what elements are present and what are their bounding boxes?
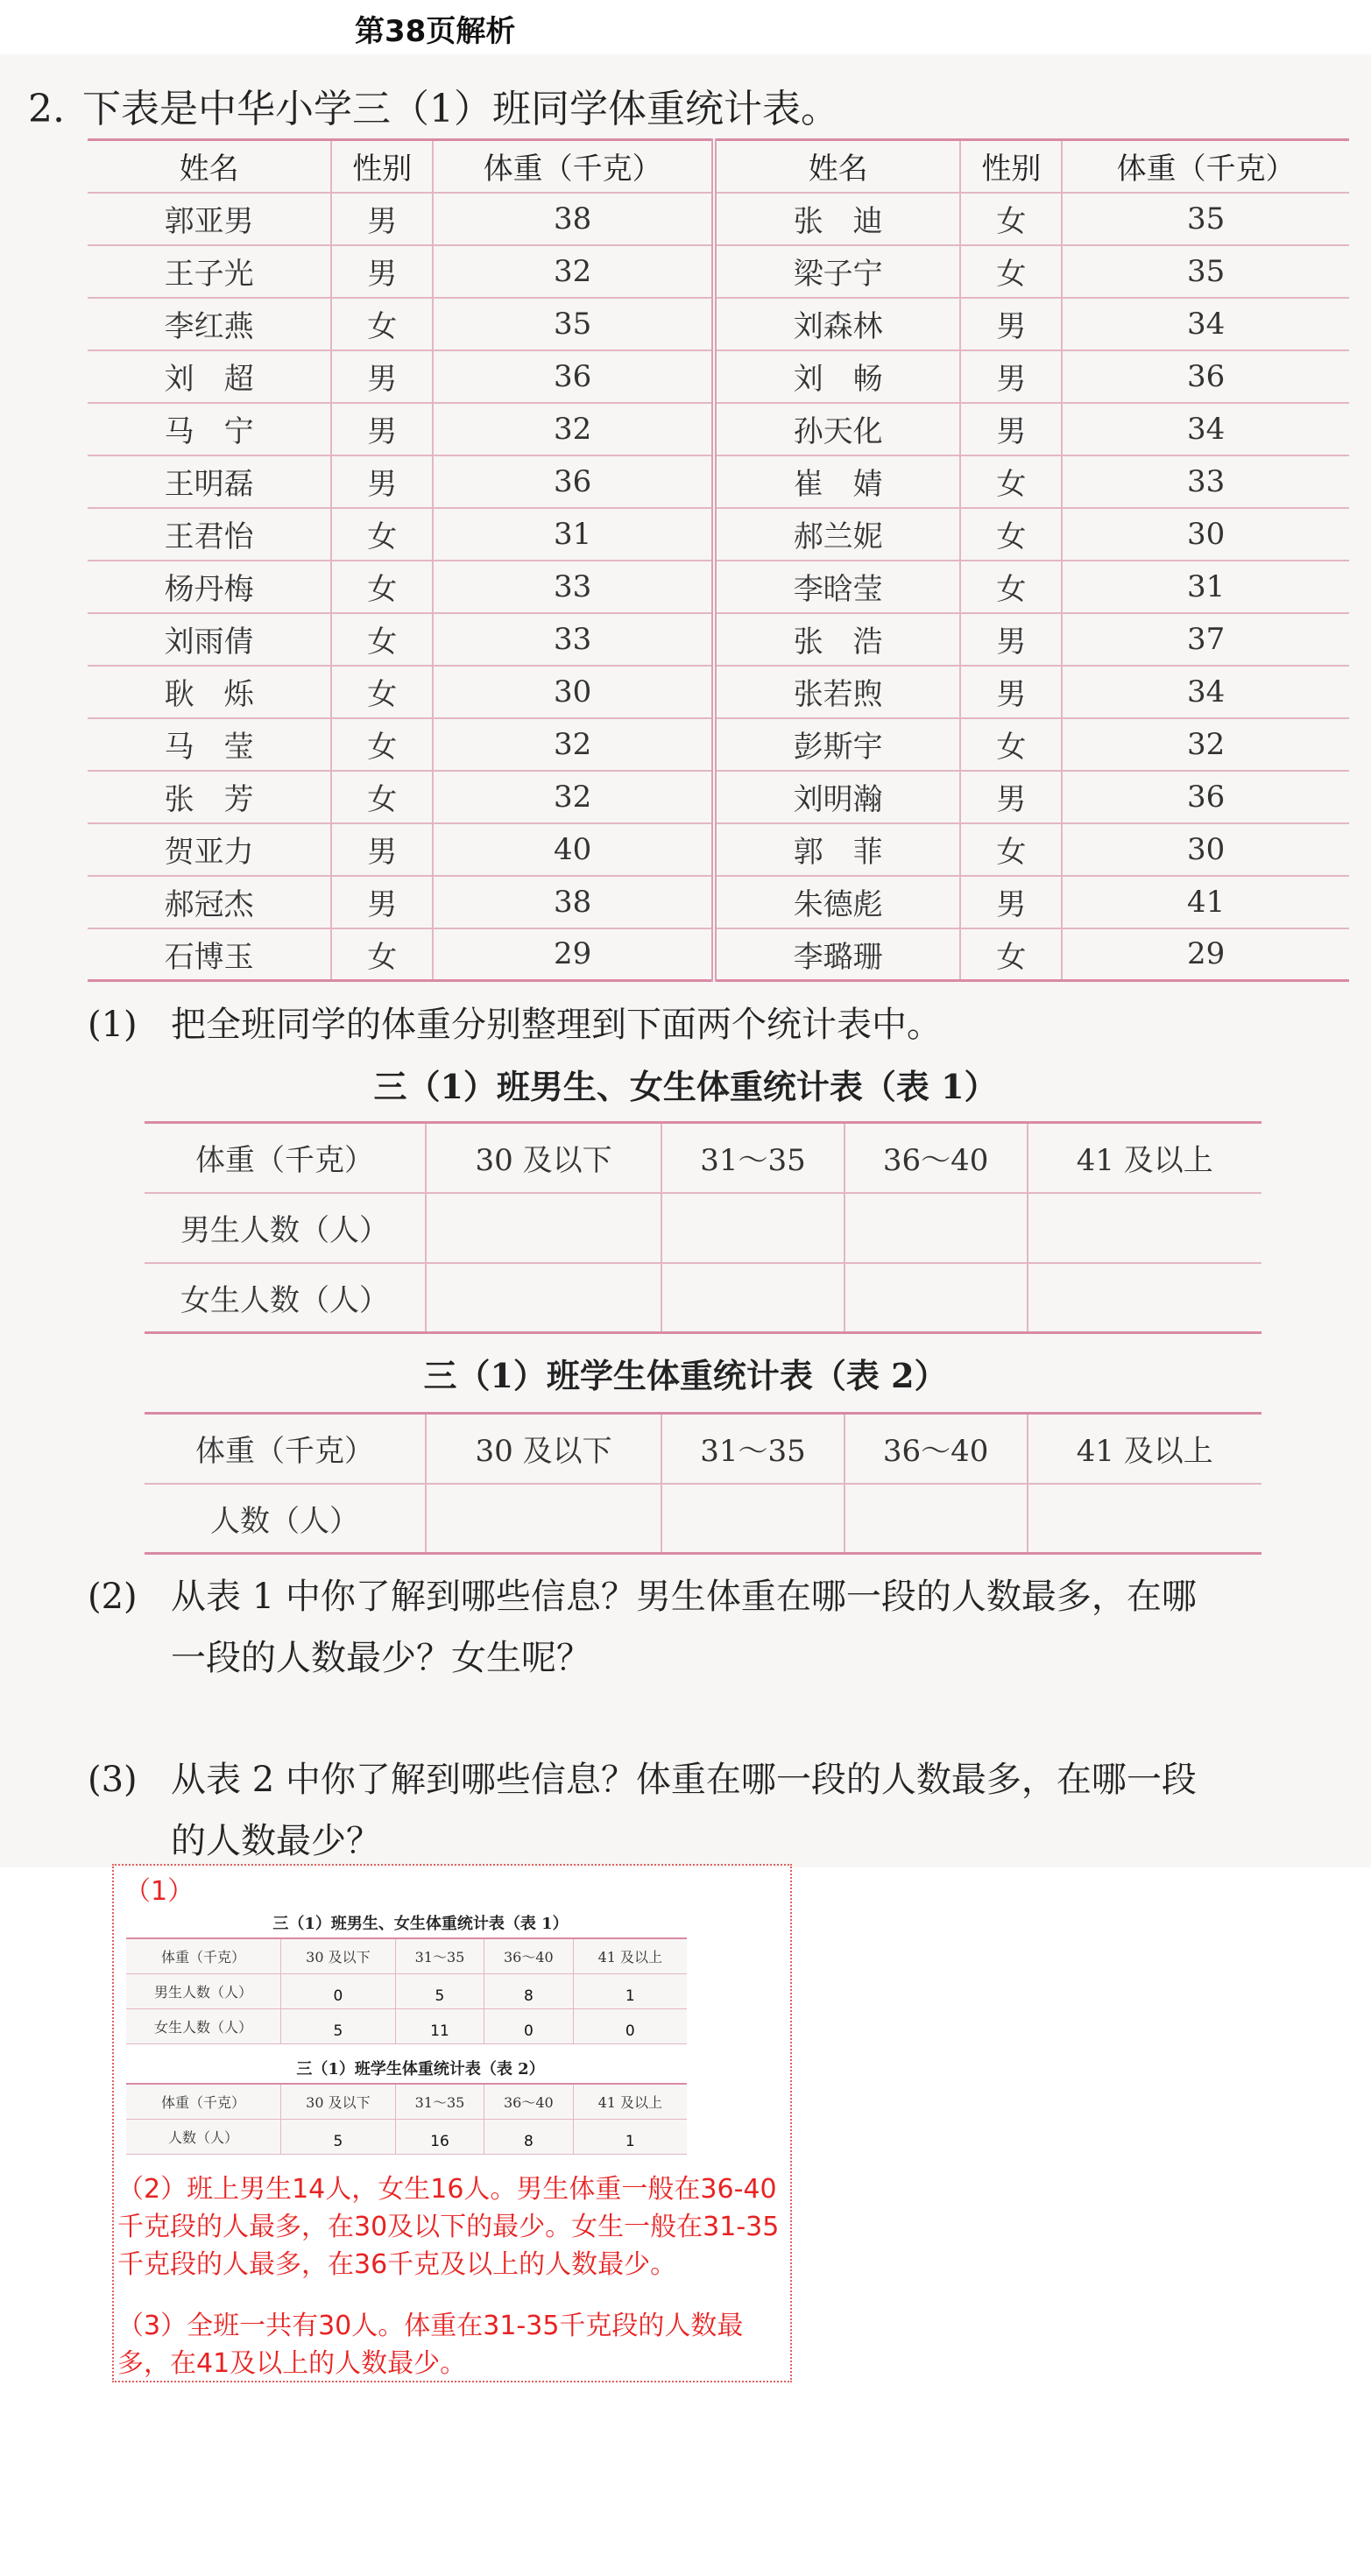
student-gender: 男: [960, 771, 1062, 823]
student-name: 李璐珊: [714, 928, 960, 981]
table2-blank-cell: [845, 1484, 1028, 1554]
table2-blank-cell: [426, 1484, 661, 1554]
subquestion-1-text: 把全班同学的体重分别整理到下面两个统计表中。: [171, 1005, 942, 1045]
subquestion-3-line2: 的人数最少？: [171, 1821, 381, 1861]
table1-boys-row: [145, 1193, 1261, 1263]
student-gender: 女: [960, 823, 1062, 876]
student-name: 郭亚男: [88, 193, 331, 245]
student-gender: 女: [960, 508, 1062, 561]
student-name: 马 莹: [88, 718, 331, 771]
mini-table2-header-cell: 41 及以上: [573, 2084, 687, 2119]
student-gender: 女: [960, 928, 1062, 981]
student-weight: 29: [1062, 928, 1349, 981]
student-weight: 36: [1062, 771, 1349, 823]
student-name: 贺亚力: [88, 823, 331, 876]
student-name: 马 宁: [88, 403, 331, 455]
mini-table1-caption: 三（1）班男生、女生体重统计表（表 1）: [272, 1915, 569, 1933]
mini-table1-value: 0: [281, 1973, 396, 2008]
student-name: 张 芳: [88, 771, 331, 823]
mini-table2-header-cell: 30 及以下: [281, 2084, 396, 2119]
roster-row: [88, 823, 1349, 876]
student-name: 王君怡: [88, 508, 331, 561]
student-weight: 36: [1062, 350, 1349, 403]
answer-part2: （2）班上男生14人，女生16人。男生体重一般在36-40千克段的人最多，在30及以下的最少。女生一般在31-35千克段的人最多，在36千克及以上的人数最少。: [117, 2174, 780, 2280]
student-name: 彭斯宇: [714, 718, 960, 771]
student-gender: 女: [331, 298, 433, 350]
header-name-right: 姓名: [714, 140, 960, 193]
mini-table2: [126, 2083, 687, 2155]
table2-header-cell: 36～40: [845, 1414, 1028, 1484]
student-name: 王子光: [88, 245, 331, 298]
mini-table1-row-label: 男生人数（人）: [126, 1973, 281, 2008]
student-weight: 36: [433, 455, 714, 508]
question-number: 2.: [28, 87, 65, 131]
student-name: 王明磊: [88, 455, 331, 508]
student-weight: 35: [433, 298, 714, 350]
student-weight: 30: [433, 666, 714, 718]
question-title: [28, 77, 839, 133]
student-weight: 34: [1062, 298, 1349, 350]
student-gender: 男: [331, 350, 433, 403]
student-name: 耿 烁: [88, 666, 331, 718]
student-gender: 女: [331, 771, 433, 823]
student-weight: 34: [1062, 403, 1349, 455]
table1-row-label: 男生人数（人）: [145, 1193, 426, 1263]
mini-table1-header-cell: 31～35: [395, 1938, 484, 1973]
student-gender: 男: [960, 350, 1062, 403]
student-name: 刘雨倩: [88, 613, 331, 666]
student-gender: 女: [960, 193, 1062, 245]
student-gender: 男: [960, 666, 1062, 718]
header-gender-left: 性别: [331, 140, 433, 193]
student-weight: 32: [433, 771, 714, 823]
answer-part1-label: （1）: [124, 1876, 194, 1907]
mini-table2-header-cell: 体重（千克）: [126, 2084, 281, 2119]
mini-table2-header-cell: 36～40: [484, 2084, 573, 2119]
table2-header-row: [145, 1414, 1261, 1484]
mini-table2-value: 1: [573, 2119, 687, 2154]
student-weight: 40: [433, 823, 714, 876]
student-gender: 男: [960, 298, 1062, 350]
student-name: 刘 超: [88, 350, 331, 403]
roster-header-row: [88, 140, 1349, 193]
question-text: 下表是中华小学三（1）班同学体重统计表。: [81, 87, 839, 131]
mini-table1-value: 0: [573, 2008, 687, 2043]
student-gender: 男: [331, 876, 433, 928]
subquestion-3-label: (3): [88, 1760, 138, 1800]
student-name: 石博玉: [88, 928, 331, 981]
header-weight-right: 体重（千克）: [1062, 140, 1349, 193]
mini-table1-header-cell: 30 及以下: [281, 1938, 396, 1973]
student-name: 李晗莹: [714, 561, 960, 613]
table1-header-row: [145, 1123, 1261, 1193]
mini-table1-value: 5: [395, 1973, 484, 2008]
student-name: 张若煦: [714, 666, 960, 718]
table1-header-cell: 31～35: [661, 1123, 845, 1193]
student-gender: 男: [331, 403, 433, 455]
student-gender: 女: [960, 455, 1062, 508]
mini-table2-header-cell: 31～35: [395, 2084, 484, 2119]
mini-table1-header-cell: 体重（千克）: [126, 1938, 281, 1973]
student-weight: 36: [433, 350, 714, 403]
table1-blank-cell: [845, 1263, 1028, 1333]
table1-header-cell: 30 及以下: [426, 1123, 661, 1193]
roster-row: [88, 613, 1349, 666]
table2-row-label: 人数（人）: [145, 1484, 426, 1554]
subquestion-3: [88, 1749, 1197, 1872]
roster-row: [88, 403, 1349, 455]
mini-table1-header-cell: 41 及以上: [573, 1938, 687, 1973]
roster-row: [88, 666, 1349, 718]
roster-row: [88, 350, 1349, 403]
mini-table2-value: 16: [395, 2119, 484, 2154]
roster-table: [88, 138, 1349, 982]
table2-count-row: [145, 1484, 1261, 1554]
student-weight: 30: [1062, 508, 1349, 561]
student-weight: 38: [433, 193, 714, 245]
roster-row: [88, 298, 1349, 350]
table1-blank: [145, 1121, 1261, 1334]
student-weight: 37: [1062, 613, 1349, 666]
subquestion-1-label: (1): [88, 1005, 138, 1045]
student-gender: 女: [960, 718, 1062, 771]
roster-row: [88, 561, 1349, 613]
table1-blank-cell: [426, 1193, 661, 1263]
roster-row: [88, 876, 1349, 928]
student-weight: 33: [1062, 455, 1349, 508]
student-name: 郝兰妮: [714, 508, 960, 561]
roster-row: [88, 245, 1349, 298]
student-weight: 41: [1062, 876, 1349, 928]
student-name: 郝冠杰: [88, 876, 331, 928]
table1-girls-row: [145, 1263, 1261, 1333]
header-gender-right: 性别: [960, 140, 1062, 193]
table1-header-cell: 体重（千克）: [145, 1123, 426, 1193]
table1-row-label: 女生人数（人）: [145, 1263, 426, 1333]
student-weight: 35: [1062, 245, 1349, 298]
student-weight: 32: [433, 245, 714, 298]
student-name: 孙天化: [714, 403, 960, 455]
student-gender: 男: [960, 613, 1062, 666]
roster-row: [88, 455, 1349, 508]
student-gender: 男: [960, 876, 1062, 928]
table2-blank-cell: [661, 1484, 845, 1554]
table1-blank-cell: [1028, 1263, 1262, 1333]
subquestion-2-label: (2): [88, 1577, 138, 1617]
table2-header-cell: 31～35: [661, 1414, 845, 1484]
student-weight: 32: [1062, 718, 1349, 771]
mini-table1-header-row: [126, 1938, 687, 1973]
mini-table1-girls-row: [126, 2008, 687, 2043]
student-gender: 女: [331, 928, 433, 981]
student-gender: 女: [331, 613, 433, 666]
student-gender: 女: [960, 561, 1062, 613]
mini-table1-value: 5: [281, 2008, 396, 2043]
student-name: 崔 婧: [714, 455, 960, 508]
student-weight: 33: [433, 613, 714, 666]
mini-table1-value: 0: [484, 2008, 573, 2043]
mini-table2-row-label: 人数（人）: [126, 2119, 281, 2154]
student-weight: 29: [433, 928, 714, 981]
table1-caption: 三（1）班男生、女生体重统计表（表 1）: [373, 1067, 998, 1106]
table2-header-cell: 41 及以上: [1028, 1414, 1262, 1484]
table2-header-cell: 30 及以下: [426, 1414, 661, 1484]
roster-row: [88, 928, 1349, 981]
student-gender: 女: [331, 508, 433, 561]
student-weight: 31: [433, 508, 714, 561]
student-name: 梁子宁: [714, 245, 960, 298]
mini-table2-caption: 三（1）班学生体重统计表（表 2）: [296, 2060, 545, 2078]
student-gender: 男: [331, 245, 433, 298]
table1-header-cell: 36～40: [845, 1123, 1028, 1193]
student-weight: 31: [1062, 561, 1349, 613]
mini-table2-value: 8: [484, 2119, 573, 2154]
student-gender: 男: [960, 403, 1062, 455]
table2-blank-cell: [1028, 1484, 1262, 1554]
table1-blank-cell: [845, 1193, 1028, 1263]
mini-table2-value: 5: [281, 2119, 396, 2154]
mini-table1-header-cell: 36～40: [484, 1938, 573, 1973]
student-weight: 33: [433, 561, 714, 613]
table1-blank-cell: [426, 1263, 661, 1333]
student-gender: 女: [960, 245, 1062, 298]
table2-blank: [145, 1412, 1261, 1555]
table1-blank-cell: [661, 1193, 845, 1263]
student-gender: 女: [331, 666, 433, 718]
subquestion-2: [88, 1566, 1197, 1689]
subquestion-2-line1: 从表 1 中你了解到哪些信息？男生体重在哪一段的人数最多，在哪: [171, 1577, 1197, 1617]
student-name: 杨丹梅: [88, 561, 331, 613]
mini-table1-value: 11: [395, 2008, 484, 2043]
student-name: 刘森林: [714, 298, 960, 350]
table1-header-cell: 41 及以上: [1028, 1123, 1262, 1193]
student-name: 李红燕: [88, 298, 331, 350]
student-weight: 38: [433, 876, 714, 928]
mini-table2-count-row: [126, 2119, 687, 2154]
mini-table1: [126, 1937, 687, 2044]
student-weight: 32: [433, 403, 714, 455]
table1-blank-cell: [661, 1263, 845, 1333]
page-title: 第38页解析: [355, 14, 516, 49]
student-gender: 女: [331, 718, 433, 771]
mini-table1-value: 1: [573, 1973, 687, 2008]
table2-header-cell: 体重（千克）: [145, 1414, 426, 1484]
table1-blank-cell: [1028, 1193, 1262, 1263]
subquestion-3-line1: 从表 2 中你了解到哪些信息？体重在哪一段的人数最多，在哪一段: [171, 1760, 1197, 1800]
student-gender: 男: [331, 823, 433, 876]
mini-table1-value: 8: [484, 1973, 573, 2008]
roster-row: [88, 508, 1349, 561]
student-weight: 30: [1062, 823, 1349, 876]
student-name: 张 浩: [714, 613, 960, 666]
student-name: 郭 菲: [714, 823, 960, 876]
student-gender: 男: [331, 193, 433, 245]
subquestion-2-line2: 一段的人数最少？女生呢？: [171, 1638, 591, 1678]
student-name: 刘明瀚: [714, 771, 960, 823]
student-weight: 32: [433, 718, 714, 771]
answer-part3: （3）全班一共有30人。体重在31-35千克段的人数最多，在41及以上的人数最少。: [117, 2311, 744, 2379]
student-name: 张 迪: [714, 193, 960, 245]
answer-box: [112, 1864, 792, 2382]
student-gender: 女: [331, 561, 433, 613]
student-name: 朱德彪: [714, 876, 960, 928]
table2-caption: 三（1）班学生体重统计表（表 2）: [423, 1356, 948, 1395]
student-weight: 35: [1062, 193, 1349, 245]
roster-body: [88, 193, 1349, 981]
roster-row: [88, 771, 1349, 823]
header-name-left: 姓名: [88, 140, 331, 193]
student-name: 刘 畅: [714, 350, 960, 403]
roster-row: [88, 718, 1349, 771]
mini-table1-row-label: 女生人数（人）: [126, 2008, 281, 2043]
mini-table2-header-row: [126, 2084, 687, 2119]
student-gender: 男: [331, 455, 433, 508]
roster-row: [88, 193, 1349, 245]
student-weight: 34: [1062, 666, 1349, 718]
subquestion-1: [88, 994, 942, 1055]
mini-table1-boys-row: [126, 1973, 687, 2008]
header-weight-left: 体重（千克）: [433, 140, 714, 193]
